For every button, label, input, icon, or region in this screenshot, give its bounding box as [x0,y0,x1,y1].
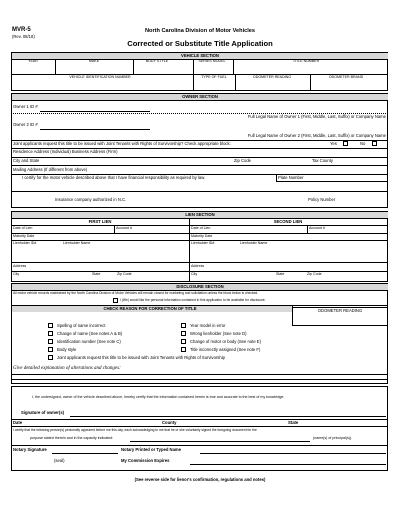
owner1-id-label: Owner 1 ID # [13,104,38,109]
reason-spelling-label: Spelling of name incorrect [57,322,106,328]
reason-body-style-checkbox[interactable] [48,347,53,352]
second-lien-account-label: Account # [309,225,325,230]
odometer-reading-label: ODOMETER READING [252,75,292,79]
notary-signature-label: Notary Signature [13,447,47,452]
vehicle-section-heading: VEHICLE SECTION [181,52,219,58]
second-lien-heading: SECOND LIEN [273,218,303,224]
reason-motor-body-checkbox[interactable] [181,339,186,344]
first-lien-date-label: Date of Lien [13,225,33,230]
reason-year-model-checkbox[interactable] [181,323,186,328]
lien-section-heading: LIEN SECTION [185,211,215,217]
body-style-label: BODY STYLE [145,59,169,63]
second-lien-date-label: Date of Lien [191,225,211,230]
insurance-certify-text: I certify for the motor vehicle described above that I have financial responsibility as required by law. [22,175,206,180]
notary-seal-label: (seal) [54,458,65,463]
first-lienholder-id-label: Lienholder ID# [13,241,37,245]
vin-label: VEHICLE IDENTIFICATION NUMBER [69,75,131,79]
fuel-label: TYPE OF FUEL [201,75,227,79]
second-lienholder-name-label: Lienholder Name [240,241,268,245]
first-lien-maturity-label: Maturity Date [13,233,35,238]
first-lien-state-label: State [92,272,101,276]
reason-year-model-label: Year model in error [190,322,226,328]
second-lien-zip-label: Zip Code [307,272,322,276]
first-lien-account-label: Account # [116,225,132,230]
reason-assigned-checkbox[interactable] [181,347,186,352]
joint-tenancy-question: Joint applicants request this title to be issued with Joint Tenants with Rights of Survivorship? Check appropriate block: [13,141,231,146]
first-lien-address-label: Address [13,263,27,268]
correction-heading: CHECK REASON FOR CORRECTION OF TITLE [103,305,197,311]
notary-purpose-text: purpose stated therein and in the capacity indicated: [30,436,114,440]
joint-yes-checkbox[interactable] [343,141,348,146]
reason-spelling-checkbox[interactable] [48,323,53,328]
commission-expires-label: My Commission Expires [121,458,170,463]
second-lien-address-label: Address [191,263,205,268]
form-number: MVR-5 [12,27,31,33]
footer-note: (See reverse side for lienor's confirmation, regulations and notes) [134,477,266,482]
owner1-name-label: Full Legal Name of Owner 1 (First, Middle, Last, Suffix) or Company Name [247,114,386,119]
reason-lienholder-label: Wrong lienholder (See note D) [190,330,247,336]
make-label: MAKE [88,59,100,63]
reason-assigned-label: Title incorrectly assigned (See note F) [190,346,261,352]
explanation-label: Give detailed explanation of alterations and changes: [13,366,121,371]
joint-no-label: No [360,141,366,146]
series-model-label: SERIES MODEL [198,59,226,63]
owner2-id-label: Owner 2 ID # [13,122,38,127]
tax-county-label: Tax County [312,158,333,163]
joint-no-checkbox[interactable] [372,141,377,146]
correction-odometer-label: ODOMETER READING [317,308,363,313]
second-lien-maturity-label: Maturity Date [191,233,213,238]
reason-id-number-checkbox[interactable] [48,339,53,344]
state-label: State [288,420,299,425]
owner-section-heading: OWNER SECTION [182,93,218,99]
reason-name-change-checkbox[interactable] [48,331,53,336]
reason-id-number-label: Identification number (See note C) [57,338,121,344]
principal-names-label: (name(s) of principal(s)). [313,436,353,440]
form-revision: (Rev. 08/18) [12,34,35,39]
second-lien-city-label: City [191,272,198,276]
policy-number-label: Policy Number [308,197,336,202]
county-label: County [162,420,177,425]
second-lien-state-label: State [276,272,285,276]
insurance-company-label: Insurance company authorized in N.C. [55,197,127,202]
first-lienholder-name-label: Lienholder Name [63,241,91,245]
reason-lienholder-checkbox[interactable] [181,331,186,336]
disclosure-opt-in-checkbox[interactable] [113,298,118,303]
reason-joint-tenancy-label: Joint applicants request this title to be issued with Joint Tenants with Rights of Survivorship [57,354,225,360]
mailing-address-label: Mailing Address (If different from above) [13,166,88,172]
title-number-label: TITLE NUMBER [292,59,320,63]
date-label: Date [13,420,23,425]
agency-name: North Carolina Division of Motor Vehicles [144,28,256,34]
first-lien-city-label: City [13,272,20,276]
year-label: YEAR [28,59,38,63]
owner2-name-label: Full Legal Name of Owner 2 (First, Middle, Last, Suffix) or Company Name [247,133,386,138]
reason-name-change-label: Change of name (See notes A & B) [57,330,123,336]
odometer-brand-label: ODOMETER BRAND [328,75,364,79]
owner-signature-label: Signature of owner(s) [21,410,65,415]
correction-section [11,305,388,384]
zip-label: Zip Code [234,158,251,163]
plate-number-label: Plate Number [278,175,304,180]
second-lienholder-id-label: Lienholder ID# [191,241,215,245]
owner-certify-text: I, the undersigned, owner of the vehicle described above, hereby certify that the information contained herein is true and accurate to the best of my knowledge. [32,395,285,399]
reason-motor-body-label: Change of motor or body (See note E) [190,338,261,344]
disclosure-text: All motor vehicle records maintained by the North Carolina Division of Motor Vehicles will remain closed for marketing and solicitation unless the block below is checked. [13,291,259,295]
first-lien-heading: FIRST LIEN [88,218,112,224]
page-title: Corrected or Substitute Title Application [127,39,273,48]
joint-yes-label: Yes [330,141,337,146]
disclosure-opt-in-label: I (We) would like the personal information contained in this application to be available for disclosure. [120,298,266,302]
reason-body-style-label: Body style [57,346,77,352]
notary-certify-text: I certify that the following person(s) personally appeared before me this day, each acknowledging to me that he or she voluntarily signed the foregoing document for the [13,428,257,432]
first-lien-zip-label: Zip Code [117,272,132,276]
disclosure-section-heading: DISCLOSURE SECTION [176,283,224,289]
reason-joint-tenancy-checkbox[interactable] [48,355,53,360]
notary-printed-name-label: Notary Printed or Typed Name [121,447,181,452]
residence-address-label: Residence Address (Individual) Business Address (Firm) [13,149,118,154]
city-state-label: City and State [13,158,40,163]
